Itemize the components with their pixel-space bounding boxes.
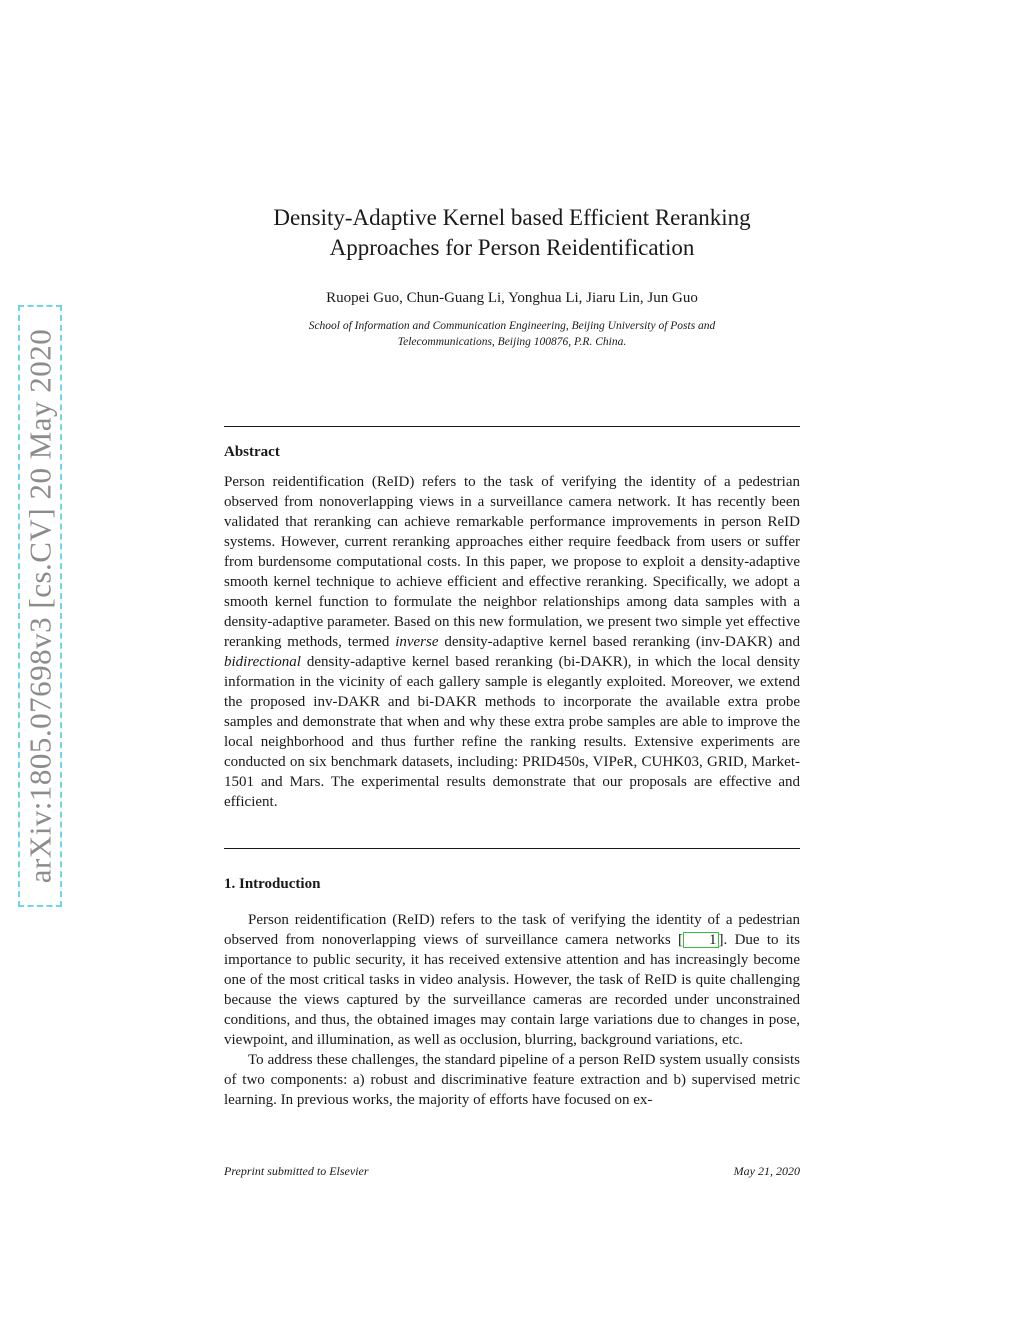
introduction-body [224,910,800,1110]
affiliation-line-2: Telecommunications, Beijing 100876, P.R. China. [397,336,627,348]
footer-preprint-note: Preprint submitted to Elsevier [224,1164,369,1178]
intro-paragraph-1 [224,910,800,1050]
abstract-top-rule [224,426,800,427]
section-heading-introduction: 1. Introduction [224,876,321,892]
affiliation-line-1: School of Information and Communication Engineering, Beijing University of Posts and [308,320,716,332]
intro-p1-text-b: ]. Due to its importance to public security, it has received extensive attention and has increasingly become one of the most critical tasks in video analysis. However, the task of ReID is quite challenging because the views captured by the surveillance cameras are recorded under unconstrained conditions, and thus, the obtained images may contain large variations due to changes in pose, viewpoint, and illumination, as well as occlusion, blurring, background variations, etc. [224,932,801,1048]
citation-link[interactable]: 1 [683,932,719,948]
arxiv-identifier: arXiv:1805.07698v3 [cs.CV] 20 May 2020 [22,328,57,884]
abstract-text-c: density-adaptive kernel based reranking (bi-DAKR), in which the local density information in the vicinity of each gallery sample is elegantly exploited. Moreover, we extend the proposed inv-DAKR and bi-DAKR methods to incorporate the available extra probe samples and demonstrate that when and why these extra probe samples are able to improve the local neighborhood and thus further refine the ranking results. Extensive experiments are conducted on six benchmark datasets, including: PRID450s, VIPeR, CUHK03, GRID, Market-1501 and Mars. The experimental results demonstrate that our proposals are effective and efficient. [224,654,801,810]
abstract-body [224,472,800,812]
abstract-em-bidirectional: bidirectional [224,654,301,670]
paper-title [224,203,800,263]
abstract-bottom-rule [224,848,800,849]
arxiv-stamp[interactable] [18,305,62,907]
title-line-1: Density-Adaptive Kernel based Efficient Reranking [273,205,751,230]
abstract-text-a: Person reidentification (ReID) refers to the task of verifying the identity of a pedestrian observed from nonoverlapping views in a surveillance camera network. It has recently been validated that reranking can achieve remarkable performance improvements in person ReID systems. However, current reranking approaches either require feedback from users or suffer from burdensome computational costs. In this paper, we propose to exploit a density-adaptive smooth kernel technique to achieve efficient and effective reranking. Specifically, we adopt a smooth kernel function to formulate the neighbor relationships among data samples with a density-adaptive parameter. Based on this new formulation, we present two simple yet effective reranking methods, termed [224,474,800,650]
abstract-text-b: density-adaptive kernel based reranking (inv-DAKR) and [444,634,801,650]
title-line-2: Approaches for Person Reidentification [329,235,695,260]
footer-date: May 21, 2020 [733,1164,800,1178]
affiliation [260,318,764,350]
abstract-em-inverse: inverse [395,634,439,650]
author-list: Ruopei Guo, Chun-Guang Li, Yonghua Li, Jiaru Lin, Jun Guo [326,290,698,306]
intro-p1-text-a: Person reidentification (ReID) refers to the task of verifying the identity of a pedestrian observed from nonoverlapping views of surveillance camera networks [ [224,912,800,948]
abstract-heading: Abstract [224,444,280,460]
intro-paragraph-2: To address these challenges, the standard pipeline of a person ReID system usually consists of two components: a) robust and discriminative feature extraction and b) supervised metric learning. In previous works, the majority of efforts have focused on ex- [224,1052,800,1108]
